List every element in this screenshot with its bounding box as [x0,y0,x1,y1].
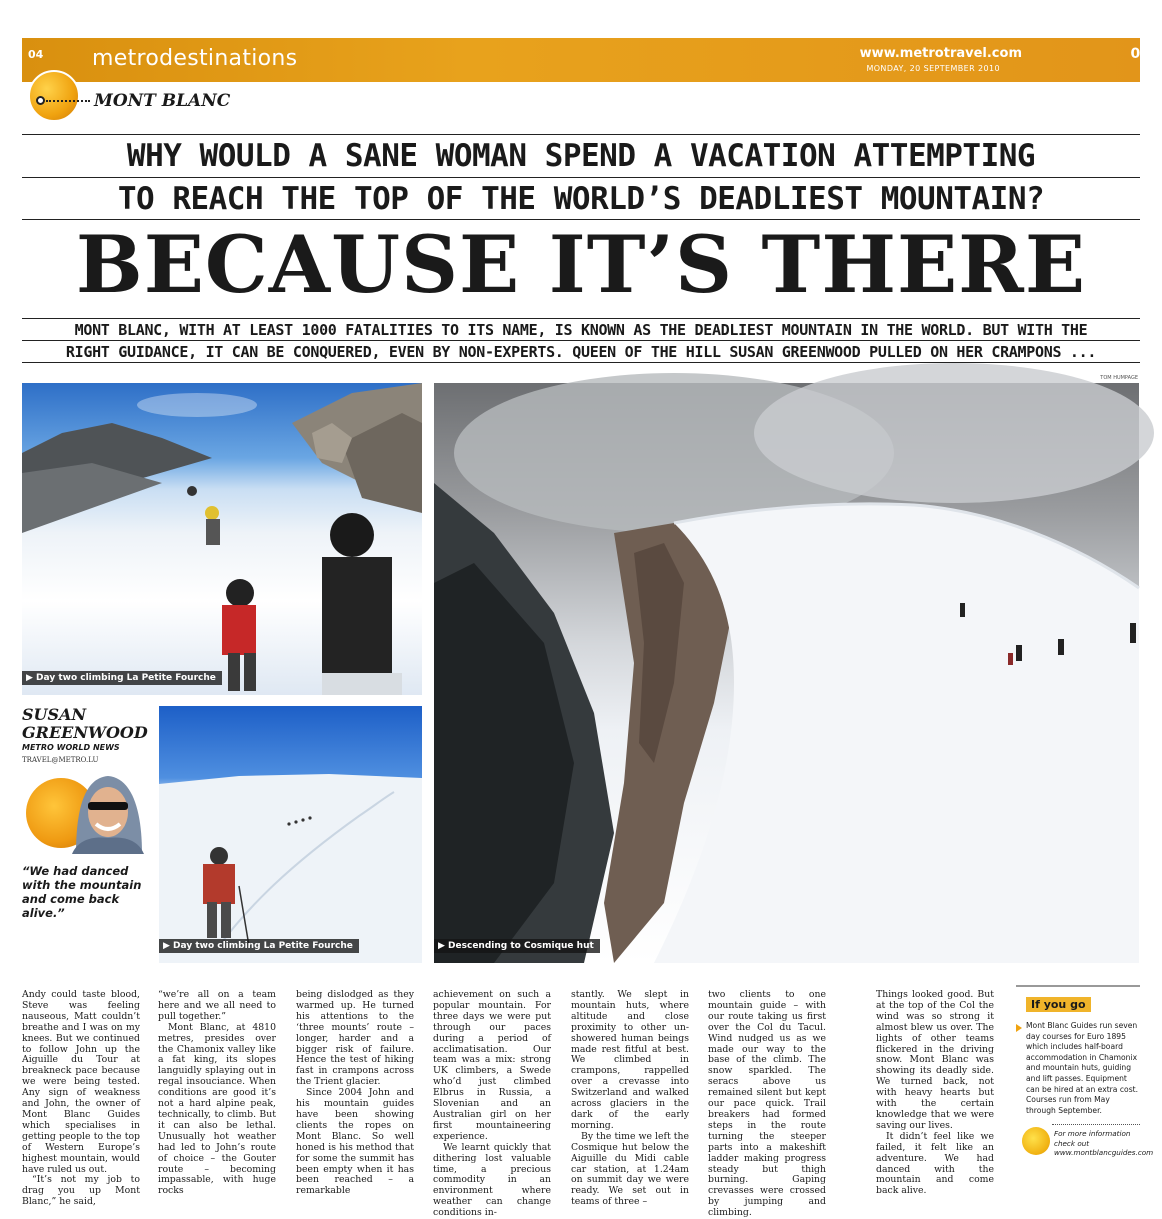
author-avatar-art [62,770,148,854]
paragraph: We learnt quickly that dithering lost valuable time, a precious commodity in an environment where weather can change conditions in- [433,1141,551,1219]
route-dot-icon [36,96,45,105]
photo-climbers-slope [22,383,422,695]
photo-climbers-slope-art [22,383,422,695]
article-column-2 [158,989,276,1197]
article-column-7 [876,989,994,1197]
metro-globe-icon [28,70,80,122]
paragraph: “It’s not my job to drag you up Mont Blanc,” he said, [22,1174,140,1208]
site-url[interactable]: www.metrotravel.com [859,46,1022,61]
info-icon [1022,1127,1050,1155]
main-title: BECAUSE IT’S THERE [75,218,1087,311]
paragraph: achievement on such a popular mountain. For three days we were put through our paces during a period of acclimatisation. Our team was a mix: strong UK climbers, a Swede who’d just climbed Elbrus in Russia, a Slovenian and an Australian girl on her first mountaineering experience. [433,989,551,1142]
divider [22,318,1140,319]
photo-caption: ▶ Day two climbing La Petite Fourche [22,671,222,685]
author-avatar [62,770,148,854]
pull-quote: “We had danced with the mountain and come back alive.” [22,864,142,920]
article-column-1 [22,989,140,1208]
section-title: MONT BLANC [94,91,231,111]
article-column-3 [296,989,414,1197]
if-you-go-title: If you go [1026,997,1091,1012]
divider [22,362,1140,363]
paragraph: two clients to one mountain guide – with our route taking us first over the Col du Tacul. Wind nudged us as we made our way to the base of the climb. The snow sparkled. The seracs above us remained silent but kept our pace quick. Trail breakers had formed steps in the route turning the steeper parts into a makeshift ladder making progress steady but thigh burning. Gaping crevasses were crossed by jumping and climbing. [708,989,826,1219]
photo-mountain-ridge [434,383,1139,963]
more-info-link[interactable]: For more information check out www.montblancguides.com [1054,1129,1154,1157]
page-number-left: 04 [28,48,44,61]
author-last-name: GREENWOOD [22,723,148,742]
author-name [22,706,148,742]
article-column-5 [571,989,689,1208]
paragraph: Things looked good. But at the top of the Col the wind was so strong it almost blew us over. The lights of other teams flickered in the driving snow. Mont Blanc was showing its deadly side. We turned back, not with heavy hearts but with the certain knowledge that we were saving our lives. [876,989,994,1131]
author-organization: METRO WORLD NEWS [22,743,120,752]
photo-glacier-walk-art [159,706,422,963]
divider [22,340,1140,341]
paragraph: By the time we left the Cosmique hut below the Aiguille du Midi cable car station, at 1.24am on summit day we were ready. We set out in teams of three – [571,1130,689,1208]
photo-glacier-walk [159,706,422,963]
paragraph: being dislodged as they warmed up. He turned his attentions to the ‘three mounts’ route – longer, harder and a bigger risk of failure. Hence the test of hiking fast in crampons across the Trient glacier. [296,989,414,1088]
paragraph: “we’re all on a team here and we all need to pull together.” [158,989,276,1022]
arrow-right-icon [1016,1024,1022,1032]
author-email[interactable]: TRAVEL@METRO.LU [22,756,99,764]
paragraph: Since 2004 John and his mountain guides have been showing clients the ropes on Mont Blanc. So well honed is his method that for some the summit has been empty when it has been reached – a remarkable [296,1087,414,1197]
photo-mountain-ridge-art [434,383,1139,963]
article-column-4 [433,989,551,1219]
photo-credit: TOM HUMPAGE [1100,375,1138,381]
if-you-go-body: Mont Blanc Guides run seven day courses for Euro 1895 which includes half-board accommodation in Chamonix and mountain huts, guiding and lift passes. Equipment can be hired at an extra cost. Courses run from May through September. [1026,1021,1139,1115]
headline-line-2: TO REACH THE TOP OF THE WORLD’S DEADLIEST MOUNTAIN? [117,181,1045,217]
photo-caption: ▶ Day two climbing La Petite Fourche [159,939,359,953]
route-line [46,100,90,102]
paragraph: It didn’t feel like we failed, it felt like an adventure. We had danced with the mountain and come back alive. [876,1130,994,1197]
author-first-name: SUSAN [22,705,87,724]
page-number-right: 05 [1130,46,1150,62]
deck-line-1: MONT BLANC, WITH AT LEAST 1000 FATALITIES TO ITS NAME, IS KNOWN AS THE DEADLIEST MOUNTAIN IN THE WORLD. BUT WITH THE [74,321,1088,339]
deck-line-2: RIGHT GUIDANCE, IT CAN BE CONQUERED, EVEN BY NON-EXPERTS. QUEEN OF THE HILL SUSAN GREENWOOD PULLED ON HER CRAMPONS ... [65,343,1097,361]
photo-caption: ▶ Descending to Cosmique hut [434,939,600,953]
divider [1052,1124,1140,1125]
divider [22,134,1140,135]
paragraph: stantly. We slept in mountain huts, where altitude and close proximity to other un-showered human beings made rest fitful at best. We climbed in crampons, rappelled over a crevasse into Switzerland and walked across glaciers in the dark of the early morning. [571,989,689,1131]
paragraph: Mont Blanc, at 4810 metres, presides over the Chamonix valley like a fat king, its slopes languidly splaying out in regal insouciance. When conditions are good it’s not a hard alpine peak, technically, to climb. But it can also be lethal. Unusually hot weather had led to John’s route of choice – the Gouter route – becoming impassable, with huge rocks [158,1021,276,1197]
brand-logo-text: metrodestinations [92,46,298,71]
paragraph: Andy could taste blood, Steve was feeling nauseous, Matt couldn’t breathe and I was on my knees. But we continued to follow John up the Aiguille du Tour at breakneck pace because we were being tested. Any sign of weakness and John, the owner of Mont Blanc Guides which specialises in getting people to the top of Western Europe’s highest mountain, would have ruled us out. [22,989,140,1175]
if-you-go-box [1016,985,1154,1165]
headline-line-1: WHY WOULD A SANE WOMAN SPEND A VACATION ATTEMPTING [126,138,1036,174]
issue-date: MONDAY, 20 SEPTEMBER 2010 [866,64,1000,73]
article-column-6 [708,989,826,1219]
header-band [22,38,1140,82]
divider [22,177,1140,178]
